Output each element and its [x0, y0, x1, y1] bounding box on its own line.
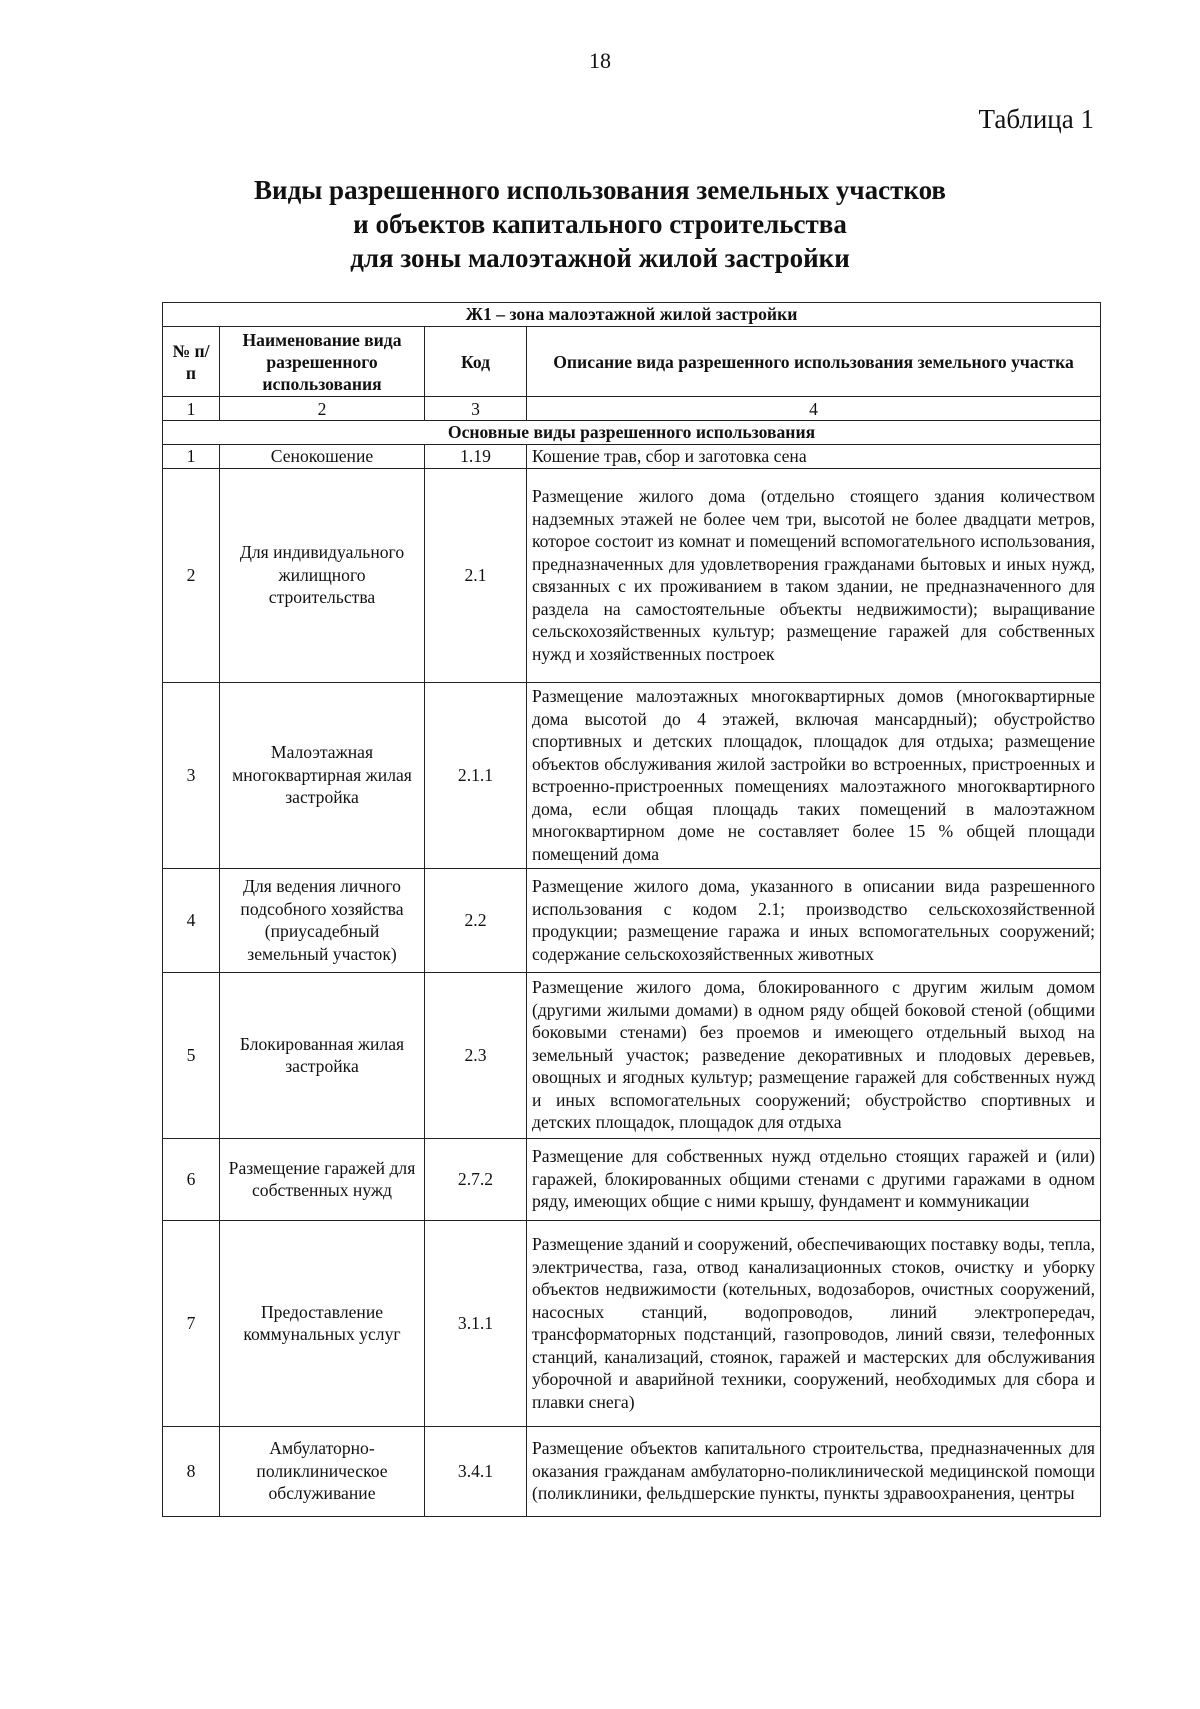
- title-line-2: и объектов капитального строительства: [353, 209, 847, 239]
- table-label: Таблица 1: [978, 104, 1094, 134]
- row-number: 6: [163, 1138, 220, 1220]
- document-title: [0, 173, 1200, 275]
- title-line-3: для зоны малоэтажной жилой застройки: [350, 243, 850, 273]
- row-use-name: Сенокошение: [220, 445, 425, 469]
- column-header-code: Код: [425, 327, 527, 397]
- row-description: Размещение зданий и сооружений, обеспечивающих поставку воды, тепла, электричества, газа, отвод канализационных стоков, очистку и уборку объектов недвижимости (котельных, водозаборов, очистных сооружений, насосных станций, водопроводов, линий электропередач, трансформаторных подстанций, газопроводов, линий связи, телефонных станций, канализаций, стоянок, гаражей и мастерских для обслуживания уборочной и аварийной техники, сооружений, необходимых для сбора и плавки снега): [527, 1220, 1101, 1426]
- row-description: Размещение жилого дома (отдельно стоящего здания количеством надземных этажей не более чем три, высотой не более двадцати метров, которое состоит из комнат и помещений вспомогательного использования, предназначенных для удовлетворения гражданами бытовых и иных нужд, связанных с их проживанием в таком здании, не предназначенного для раздела на самостоятельные объекты недвижимости); выращивание сельскохозяйственных культур; размещение гаражей для собственных нужд и хозяйственных построек: [527, 468, 1101, 682]
- column-number: 1: [163, 397, 220, 421]
- column-number: 2: [220, 397, 425, 421]
- column-header-name: Наименование вида разрешенного использования: [220, 327, 425, 397]
- row-code: 1.19: [425, 445, 527, 469]
- row-use-name: Предоставление коммунальных услуг: [220, 1220, 425, 1426]
- title-line-1: Виды разрешенного использования земельных участков: [254, 175, 946, 205]
- row-code: 2.3: [425, 972, 527, 1138]
- row-number: 5: [163, 972, 220, 1138]
- row-use-name: Размещение гаражей для собственных нужд: [220, 1138, 425, 1220]
- table-row: [163, 468, 1101, 682]
- row-description: Размещение малоэтажных многоквартирных домов (многоквартирные дома высотой до 4 этажей, включая мансардный); обустройство спортивных и детских площадок, площадок для отдыха; размещение объектов обслуживания жилой застройки во встроенных, пристроенных и встроенно-пристроенных помещениях малоэтажного многоквартирного дома, если общая площадь таких помещений в малоэтажном многоквартирном доме не составляет более 15 % общей площади помещений дома: [527, 682, 1101, 868]
- row-number: 2: [163, 468, 220, 682]
- section-header: Основные виды разрешенного использования: [163, 421, 1101, 445]
- table-row: [163, 445, 1101, 469]
- row-code: 3.4.1: [425, 1426, 527, 1516]
- row-description: Размещение жилого дома, указанного в описании вида разрешенного использования с кодом 2.1; производство сельскохозяйственной продукции; размещение гаража и иных вспомогательных сооружений; содержание сельскохозяйственных животных: [527, 868, 1101, 972]
- table-row: [163, 868, 1101, 972]
- row-description: Кошение трав, сбор и заготовка сена: [527, 445, 1101, 469]
- row-use-name: Малоэтажная многоквартирная жилая застройка: [220, 682, 425, 868]
- column-header-num: № п/п: [163, 327, 220, 397]
- row-use-name: Амбулаторно-поликлиническое обслуживание: [220, 1426, 425, 1516]
- row-use-name: Блокированная жилая застройка: [220, 972, 425, 1138]
- row-number: 1: [163, 445, 220, 469]
- row-code: 2.7.2: [425, 1138, 527, 1220]
- row-description: Размещение для собственных нужд отдельно стоящих гаражей и (или) гаражей, блокированных общими стенами с другими гаражами в одном ряду, имеющих общие с ними крышу, фундамент и коммуникации: [527, 1138, 1101, 1220]
- column-number: 3: [425, 397, 527, 421]
- row-use-name: Для индивидуального жилищного строительства: [220, 468, 425, 682]
- row-code: 2.1: [425, 468, 527, 682]
- row-use-name: Для ведения личного подсобного хозяйства (приусадебный земельный участок): [220, 868, 425, 972]
- row-description: Размещение жилого дома, блокированного с другим жилым домом (другими жилыми домами) в одном ряду общей боковой стеной (общими боковыми стенами) без проемов и имеющего отдельный выход на земельный участок; разведение декоративных и плодовых деревьев, овощных и ягодных культур; размещение гаражей для собственных нужд и иных вспомогательных сооружений; обустройство спортивных и детских площадок, площадок для отдыха: [527, 972, 1101, 1138]
- table-row: [163, 1138, 1101, 1220]
- row-number: 8: [163, 1426, 220, 1516]
- row-code: 3.1.1: [425, 1220, 527, 1426]
- table-row: [163, 682, 1101, 868]
- row-number: 3: [163, 682, 220, 868]
- zone-header: Ж1 – зона малоэтажной жилой застройки: [163, 303, 1101, 327]
- column-header-desc: Описание вида разрешенного использования земельного участка: [527, 327, 1101, 397]
- table-row: [163, 972, 1101, 1138]
- row-number: 4: [163, 868, 220, 972]
- column-number: 4: [527, 397, 1101, 421]
- row-code: 2.1.1: [425, 682, 527, 868]
- page-number: 18: [589, 48, 611, 73]
- table-row: [163, 1426, 1101, 1516]
- row-code: 2.2: [425, 868, 527, 972]
- permitted-use-table: [162, 302, 1101, 1517]
- row-number: 7: [163, 1220, 220, 1426]
- table-row: [163, 1220, 1101, 1426]
- row-description: Размещение объектов капитального строительства, предназначенных для оказания гражданам амбулаторно-поликлинической медицинской помощи (поликлиники, фельдшерские пункты, пункты здравоохранения, центры: [527, 1426, 1101, 1516]
